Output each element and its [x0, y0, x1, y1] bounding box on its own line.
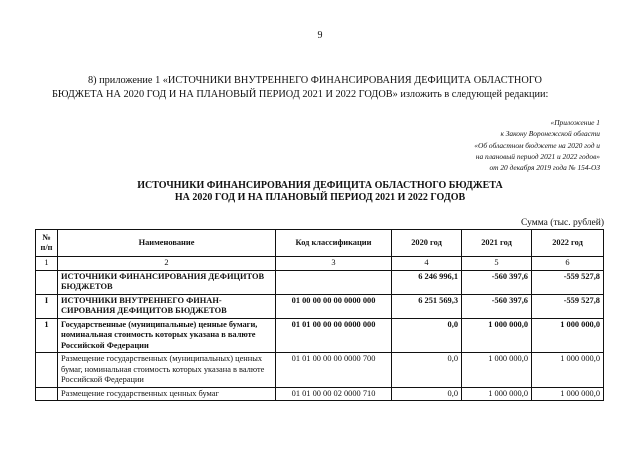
row-2021: -560 397,6: [462, 294, 532, 318]
row-2021: -560 397,6: [462, 270, 532, 294]
row-2021: 1 000 000,0: [462, 387, 532, 401]
header-code: Код классификации: [276, 230, 392, 257]
row-num: [36, 353, 58, 388]
row-code: [276, 270, 392, 294]
column-index: 4: [392, 257, 462, 271]
row-2020: 6 246 996,1: [392, 270, 462, 294]
table-row: [36, 294, 604, 318]
units-label: Сумма (тыс. рублей): [521, 218, 604, 228]
row-name: Государственные (муниципальные) ценные бумаги, номинальная стоимость которых указана в валюте Российской Федерации: [58, 318, 276, 353]
row-num: [36, 270, 58, 294]
row-2022: 1 000 000,0: [532, 353, 604, 388]
column-index: 2: [58, 257, 276, 271]
table-row: [36, 318, 604, 353]
table-row: [36, 270, 604, 294]
row-2020: 0,0: [392, 387, 462, 401]
title-line-1: ИСТОЧНИКИ ФИНАНСИРОВАНИЯ ДЕФИЦИТА ОБЛАСТНОГО БЮДЖЕТА: [137, 180, 503, 191]
row-2022: 1 000 000,0: [532, 387, 604, 401]
page-number: 9: [317, 30, 323, 41]
row-2020: 0,0: [392, 353, 462, 388]
row-2022: -559 527,8: [532, 294, 604, 318]
row-2020: 0,0: [392, 318, 462, 353]
appendix-line-2: к Закону Воронежской области: [500, 129, 600, 139]
row-num: 1: [36, 318, 58, 353]
intro-paragraph: [52, 74, 600, 102]
intro-line-2: БЮДЖЕТА НА 2020 ГОД И НА ПЛАНОВЫЙ ПЕРИОД 2021 И 2022 ГОДОВ» изложить в следующей редакции:: [52, 89, 549, 100]
row-code: 01 01 00 00 00 0000 700: [276, 353, 392, 388]
appendix-line-1: «Приложение 1: [550, 118, 600, 127]
row-code: 01 01 00 00 02 0000 710: [276, 387, 392, 401]
table-row: [36, 353, 604, 388]
intro-line-1: 8) приложение 1 «ИСТОЧНИКИ ВНУТРЕННЕГО ФИНАНСИРОВАНИЯ ДЕФИЦИТА ОБЛАСТНОГО: [88, 75, 542, 86]
row-num: [36, 387, 58, 401]
row-2022: -559 527,8: [532, 270, 604, 294]
row-2021: 1 000 000,0: [462, 353, 532, 388]
row-2022: 1 000 000,0: [532, 318, 604, 353]
appendix-line-5: от 20 декабря 2019 года № 154-ОЗ: [489, 163, 600, 173]
table-header-row: [36, 230, 604, 257]
document-title: [0, 180, 640, 204]
header-num: № п/п: [36, 230, 58, 257]
row-name: ИСТОЧНИКИ ФИНАНСИРОВАНИЯ ДЕФИЦИТОВ БЮДЖЕТОВ: [58, 270, 276, 294]
appendix-note: [380, 117, 600, 173]
header-2020: 2020 год: [392, 230, 462, 257]
title-line-2: НА 2020 ГОД И НА ПЛАНОВЫЙ ПЕРИОД 2021 И 2022 ГОДОВ: [174, 192, 466, 203]
row-name: Размещение государственных ценных бумаг: [58, 387, 276, 401]
row-2020: 6 251 569,3: [392, 294, 462, 318]
header-2021: 2021 год: [462, 230, 532, 257]
column-index: 1: [36, 257, 58, 271]
row-code: 01 01 00 00 00 0000 000: [276, 318, 392, 353]
header-2022: 2022 год: [532, 230, 604, 257]
row-num: I: [36, 294, 58, 318]
appendix-line-4: на плановый период 2021 и 2022 годов»: [475, 151, 600, 161]
row-2021: 1 000 000,0: [462, 318, 532, 353]
column-index: 6: [532, 257, 604, 271]
appendix-line-3: «Об областном бюджете на 2020 год и: [474, 140, 600, 150]
column-index: 3: [276, 257, 392, 271]
table-row: [36, 387, 604, 401]
column-index: 5: [462, 257, 532, 271]
header-name: Наименование: [58, 230, 276, 257]
row-name: ИСТОЧНИКИ ВНУТРЕННЕГО ФИНАНСИРОВАНИЯ ДЕФИЦИТОВ БЮДЖЕТОВ: [58, 294, 276, 318]
column-index-row: [36, 257, 604, 271]
financing-sources-table: [35, 229, 604, 401]
row-name: Размещение государственных (муниципальных) ценных бумаг, номинальная стоимость которых указана в валюте Российской Федерации: [58, 353, 276, 388]
row-code: 01 00 00 00 00 0000 000: [276, 294, 392, 318]
